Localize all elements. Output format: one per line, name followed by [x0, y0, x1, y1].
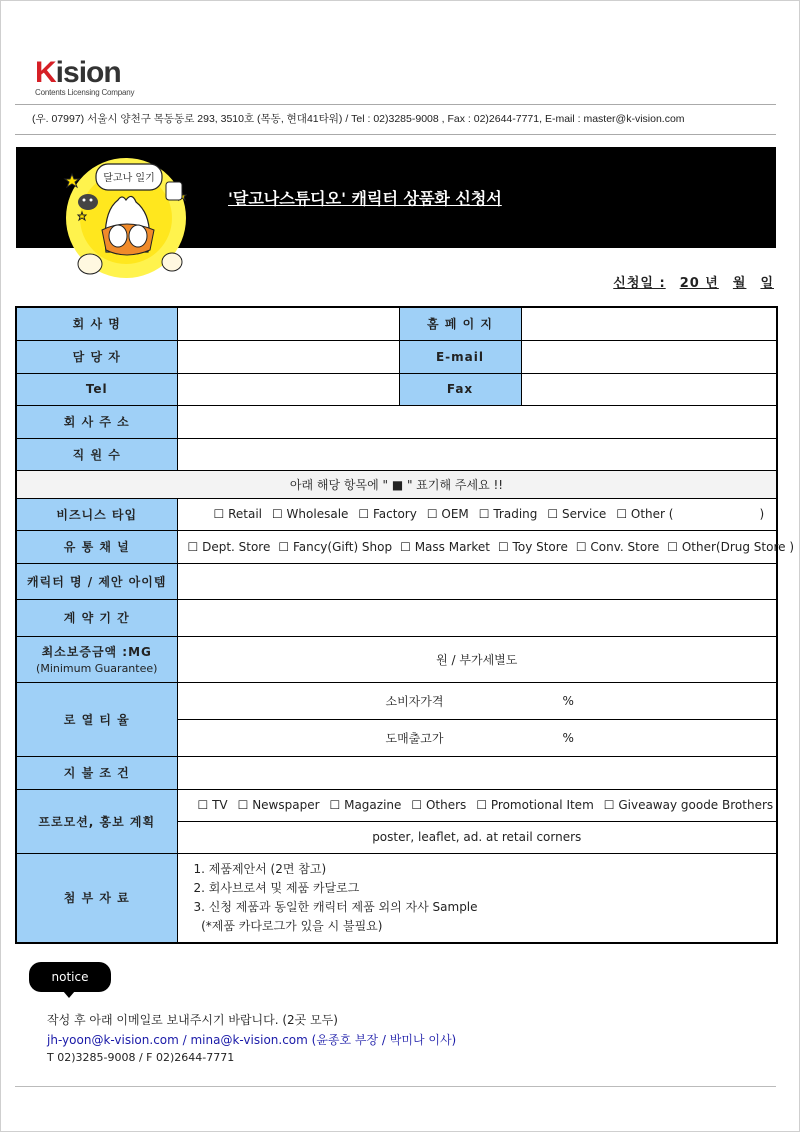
date-label: 신청일 :: [613, 276, 666, 291]
form-title: '달고나스튜디오' 캐릭터 상품화 신청서: [228, 189, 502, 208]
checkbox-oem[interactable]: ☐ OEM: [426, 507, 469, 521]
notice-emails[interactable]: jh-yoon@k-vision.com / mina@k-vision.com (윤종호 부장 / 박미나 이사): [47, 1033, 457, 1047]
date-day: 일: [760, 276, 774, 291]
royalty-retail-type: 소비자가격: [385, 694, 444, 708]
checkbox-dept-store[interactable]: ☐ Dept. Store: [187, 539, 271, 554]
email-label: E-mail: [399, 340, 521, 373]
attachments-label: 첨 부 자 료: [16, 853, 177, 943]
payment-terms-label: 지 불 조 건: [16, 756, 177, 789]
royalty-retail-row[interactable]: [177, 682, 777, 719]
attachments-list: [177, 853, 777, 943]
character-item-label: 캐릭터 명 / 제안 아이템: [16, 563, 177, 599]
email-field[interactable]: [521, 340, 777, 373]
checkbox-magazine[interactable]: ☐ Magazine: [329, 798, 402, 812]
contract-period-field[interactable]: [177, 599, 777, 636]
business-type-label: 비즈니스 타입: [16, 498, 177, 530]
royalty-wholesale-type: 도매출고가: [385, 731, 444, 745]
promotion-options: [177, 789, 777, 821]
company-name-field[interactable]: [177, 307, 399, 340]
minimum-guarantee-field[interactable]: 원 / 부가세별도: [177, 636, 777, 682]
checkbox-service[interactable]: ☐ Service: [547, 507, 607, 521]
logo-k: K: [35, 56, 56, 89]
royalty-retail-unit: %: [562, 693, 574, 708]
date-year: 20 년: [679, 276, 719, 291]
checkbox-giveaway[interactable]: ☐ Giveaway goode Brothers: [603, 798, 774, 812]
tel-label: Tel: [16, 373, 177, 405]
checkbox-fancy-shop[interactable]: ☐ Fancy(Gift) Shop: [278, 539, 393, 554]
homepage-field[interactable]: [521, 307, 777, 340]
royalty-label: 로 열 티 율: [16, 682, 177, 756]
distribution-label: 유 통 채 널: [16, 530, 177, 563]
checkbox-factory[interactable]: ☐ Factory: [358, 507, 417, 521]
checkbox-conv-store[interactable]: ☐ Conv. Store: [575, 539, 660, 554]
checkbox-other-drug-store[interactable]: ☐ Other(Drug Store ): [667, 539, 794, 554]
instruction-note: 아래 해당 항목에 " ■ " 표기해 주세요 !!: [16, 470, 777, 498]
footer-divider: [15, 1086, 776, 1087]
attachment-item: 3. 신청 제품과 동일한 캐릭터 제품 외의 자사 Sample: [193, 899, 478, 914]
checkbox-promotional-item[interactable]: ☐ Promotional Item: [476, 798, 594, 812]
attachment-item: 1. 제품제안서 (2면 참고): [193, 861, 327, 876]
checkbox-trading[interactable]: ☐ Trading: [478, 507, 538, 521]
notice-phone-fax: T 02)3285-9008 / F 02)2644-7771: [47, 1051, 235, 1064]
kvision-logo: [35, 58, 134, 97]
employees-field[interactable]: [177, 438, 777, 470]
company-name-label: 회 사 명: [16, 307, 177, 340]
company-address-label: 회 사 주 소: [16, 405, 177, 438]
business-type-options: [177, 498, 777, 530]
contact-person-field[interactable]: [177, 340, 399, 373]
application-date: [613, 272, 774, 291]
royalty-wholesale-row[interactable]: [177, 719, 777, 756]
mascot-speech-text: 달고나 일기: [103, 173, 155, 184]
promotion-note: poster, leaflet, ad. at retail corners: [177, 821, 777, 853]
notice-badge-tail: [63, 991, 75, 998]
mg-label: 최소보증금액 :MG: [41, 645, 152, 659]
date-month: 월: [732, 276, 747, 291]
checkbox-toy-store[interactable]: ☐ Toy Store: [497, 539, 568, 554]
tel-field[interactable]: [177, 373, 399, 405]
employees-label: 직 원 수: [16, 438, 177, 470]
contract-period-label: 계 약 기 간: [16, 599, 177, 636]
header-divider: [15, 104, 776, 105]
notice-badge: notice: [29, 962, 111, 992]
royalty-wholesale-unit: %: [562, 730, 574, 745]
homepage-label: 홈 페 이 지: [399, 307, 521, 340]
checkbox-tv[interactable]: ☐ TV: [197, 798, 228, 812]
checkbox-retail[interactable]: ☐ Retail: [213, 507, 262, 521]
contact-person-label: 담 당 자: [16, 340, 177, 373]
notice-instruction: 작성 후 아래 이메일로 보내주시기 바랍니다. (2곳 모두): [47, 1013, 338, 1027]
checkbox-newspaper[interactable]: ☐ Newspaper: [237, 798, 320, 812]
minimum-guarantee-label: [16, 636, 177, 682]
application-form-table: [15, 306, 794, 944]
fax-field[interactable]: [521, 373, 777, 405]
logo-text: ision: [55, 56, 121, 89]
header-divider-bottom: [15, 134, 776, 135]
mg-sublabel: (Minimum Guarantee): [36, 662, 158, 675]
other-close-paren: ): [759, 507, 765, 521]
checkbox-mass-market[interactable]: ☐ Mass Market: [400, 539, 490, 554]
character-item-field[interactable]: [177, 563, 777, 599]
checkbox-wholesale[interactable]: ☐ Wholesale: [271, 507, 349, 521]
checkbox-other[interactable]: ☐ Other (: [616, 507, 674, 521]
logo-tagline: Contents Licensing Company: [35, 88, 135, 97]
distribution-options: [177, 530, 794, 563]
company-address-field[interactable]: [177, 405, 777, 438]
company-address-line: (우. 07997) 서울시 양천구 목동동로 293, 3510호 (목동, 현대41타워) / Tel : 02)3285-9008 , Fax : 02)2644-7771, E-mail : master@k-vision.com: [32, 113, 685, 125]
checkbox-others[interactable]: ☐ Others: [411, 798, 467, 812]
fax-label: Fax: [399, 373, 521, 405]
mascot-illustration: [62, 152, 197, 287]
promotion-label: 프로모션, 홍보 계획: [16, 789, 177, 853]
attachment-item: 2. 회사브로셔 및 제품 카달로그: [193, 880, 360, 895]
payment-terms-field[interactable]: [177, 756, 777, 789]
attachment-item: (*제품 카다로그가 있을 시 불필요): [193, 918, 383, 933]
